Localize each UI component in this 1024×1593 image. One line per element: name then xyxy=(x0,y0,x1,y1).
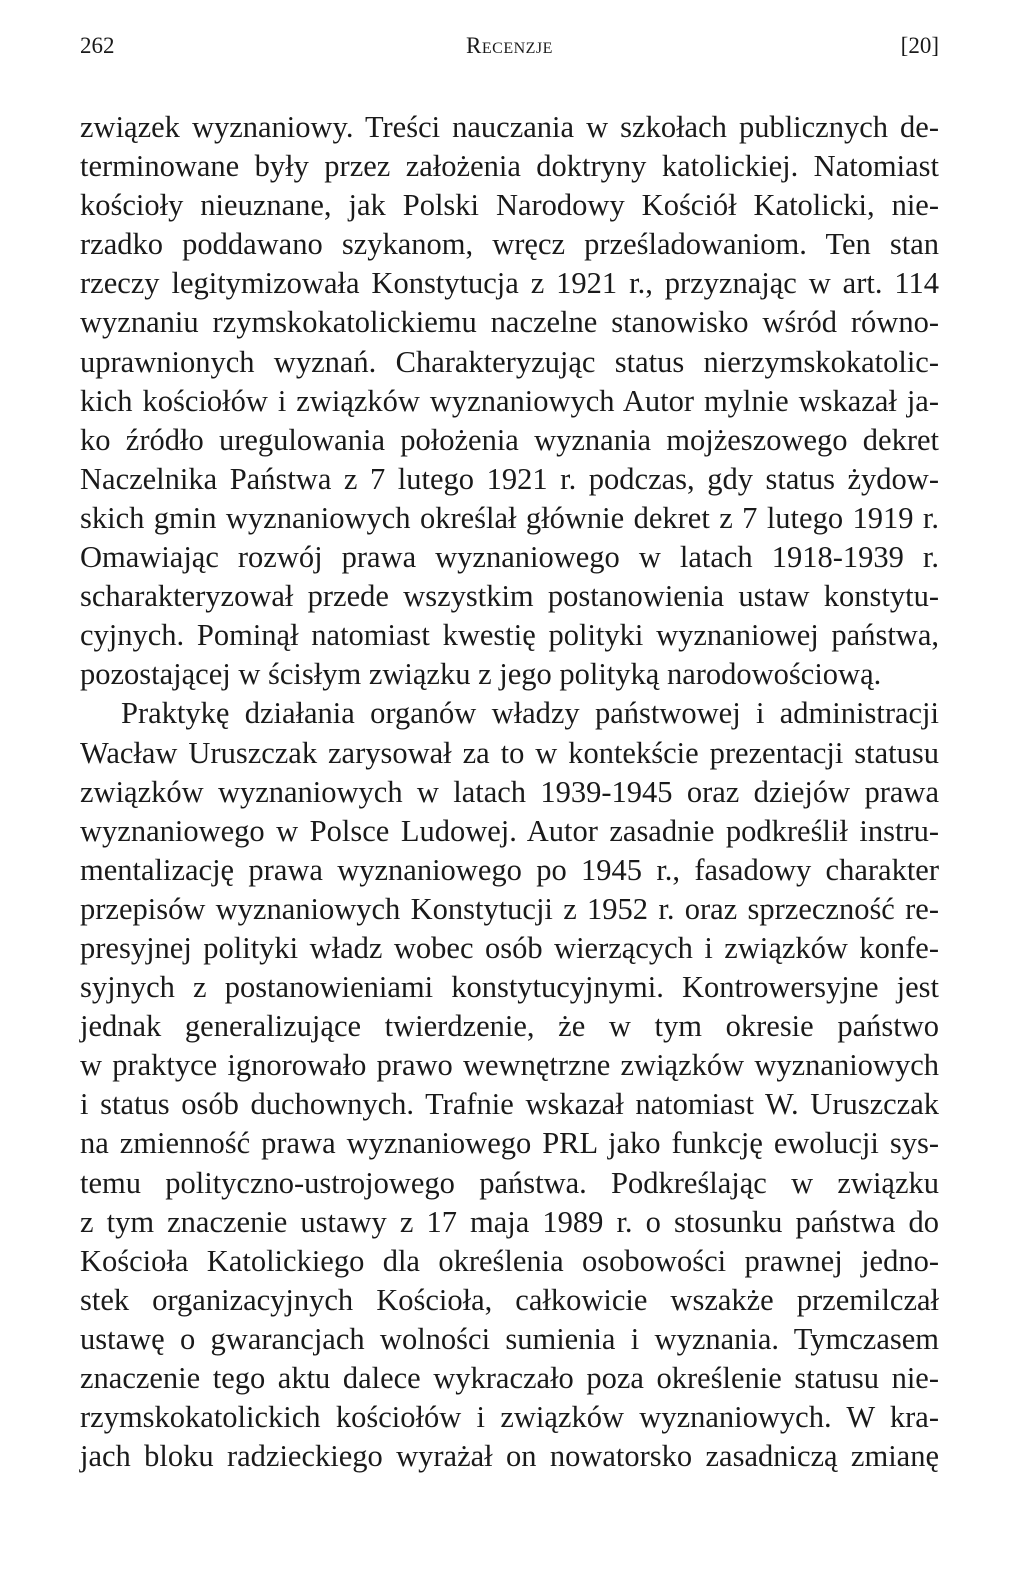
text-line: znaczenie tego aktu dalece wykraczało poza określenie statusu nie- xyxy=(80,1361,939,1395)
text-line: przepisów wyznaniowych Konstytucji z 1952 r. oraz sprzeczność re- xyxy=(80,891,939,926)
text-line: jednak generalizujące twierdzenie, że w tym okresie państwo xyxy=(80,1009,939,1044)
text-line: w praktyce ignorowało prawo wewnętrzne związków wyznaniowych xyxy=(80,1048,939,1083)
text-line: skich gmin wyznaniowych określał głównie dekret z 7 lutego 1919 r. xyxy=(80,500,939,535)
text-line: stek organizacyjnych Kościoła, całkowicie wszakże przemilczał xyxy=(80,1282,939,1317)
text-line: terminowane były przez założenia doktryny katolickiej. Natomiast xyxy=(80,149,939,184)
text-line: Naczelnika Państwa z 7 lutego 1921 r. podczas, gdy status żydow- xyxy=(80,461,939,496)
text-line: ko źródło uregulowania położenia wyznania mojżeszowego dekret xyxy=(80,422,939,457)
paragraph-1 xyxy=(80,108,939,694)
page-number: 262 xyxy=(80,33,115,58)
chapter-number: [20] xyxy=(900,33,939,58)
text-line: związków wyznaniowych w latach 1939-1945 oraz dziejów prawa xyxy=(80,774,939,809)
page-header xyxy=(80,26,939,66)
body-text xyxy=(80,108,939,1476)
text-line: syjnych z postanowieniami konstytucyjnymi. Kontrowersyjne jest xyxy=(80,970,939,1005)
text-line: ustawę o gwarancjach wolności sumienia i wyznania. Tymczasem xyxy=(80,1321,939,1356)
text-line: jach bloku radzieckiego wyrażał on nowatorsko zasadniczą zmianę xyxy=(80,1439,939,1474)
text-line: wyznaniowego w Polsce Ludowej. Autor zasadnie podkreślił instru- xyxy=(80,813,939,848)
text-line: kich kościołów i związków wyznaniowych Autor mylnie wskazał ja- xyxy=(80,383,939,418)
text-line: i status osób duchownych. Trafnie wskazał natomiast W. Uruszczak xyxy=(80,1087,939,1122)
text-line: pozostającej w ścisłym związku z jego polityką narodowościową. xyxy=(80,657,882,692)
text-line: Kościoła Katolickiego dla określenia osobowości prawnej jedno- xyxy=(80,1243,939,1278)
text-line: temu polityczno-ustrojowego państwa. Podkreślając w związku xyxy=(80,1165,939,1200)
text-line: wyznaniu rzymskokatolickiemu naczelne stanowisko wśród równo- xyxy=(80,305,939,340)
text-line: na zmienność prawa wyznaniowego PRL jako funkcję ewolucji sys- xyxy=(80,1126,939,1161)
text-line: mentalizację prawa wyznaniowego po 1945 r., fasadowy charakter xyxy=(80,852,939,887)
text-line: Praktykę działania organów władzy państwowej i administracji xyxy=(121,696,939,731)
text-line: związek wyznaniowy. Treści nauczania w szkołach publicznych de- xyxy=(80,110,939,144)
text-line: uprawnionych wyznań. Charakteryzując status nierzymskokatolic- xyxy=(80,344,939,379)
text-line: presyjnej polityki władz wobec osób wierzących i związków konfe- xyxy=(80,930,939,965)
text-line: rzadko poddawano szykanom, wręcz prześladowaniom. Ten stan xyxy=(80,227,939,262)
text-line: z tym znaczenie ustawy z 17 maja 1989 r. o stosunku państwa do xyxy=(80,1204,939,1239)
running-title: Recenzje xyxy=(466,33,553,58)
paragraph-2 xyxy=(80,694,939,1476)
text-line: kościoły nieuznane, jak Polski Narodowy Kościół Katolicki, nie- xyxy=(80,188,939,223)
text-line: Wacław Uruszczak zarysował za to w kontekście prezentacji statusu xyxy=(80,735,939,770)
text-line: rzeczy legitymizowała Konstytucja z 1921 r., przyznając w art. 114 xyxy=(80,266,939,301)
text-line: cyjnych. Pominął natomiast kwestię polityki wyznaniowej państwa, xyxy=(80,618,939,653)
text-line: scharakteryzował przede wszystkim postanowienia ustaw konstytu- xyxy=(80,579,939,614)
text-line: Omawiając rozwój prawa wyznaniowego w latach 1918-1939 r. xyxy=(80,540,939,575)
text-line: rzymskokatolickich kościołów i związków wyznaniowych. W kra- xyxy=(80,1400,939,1435)
